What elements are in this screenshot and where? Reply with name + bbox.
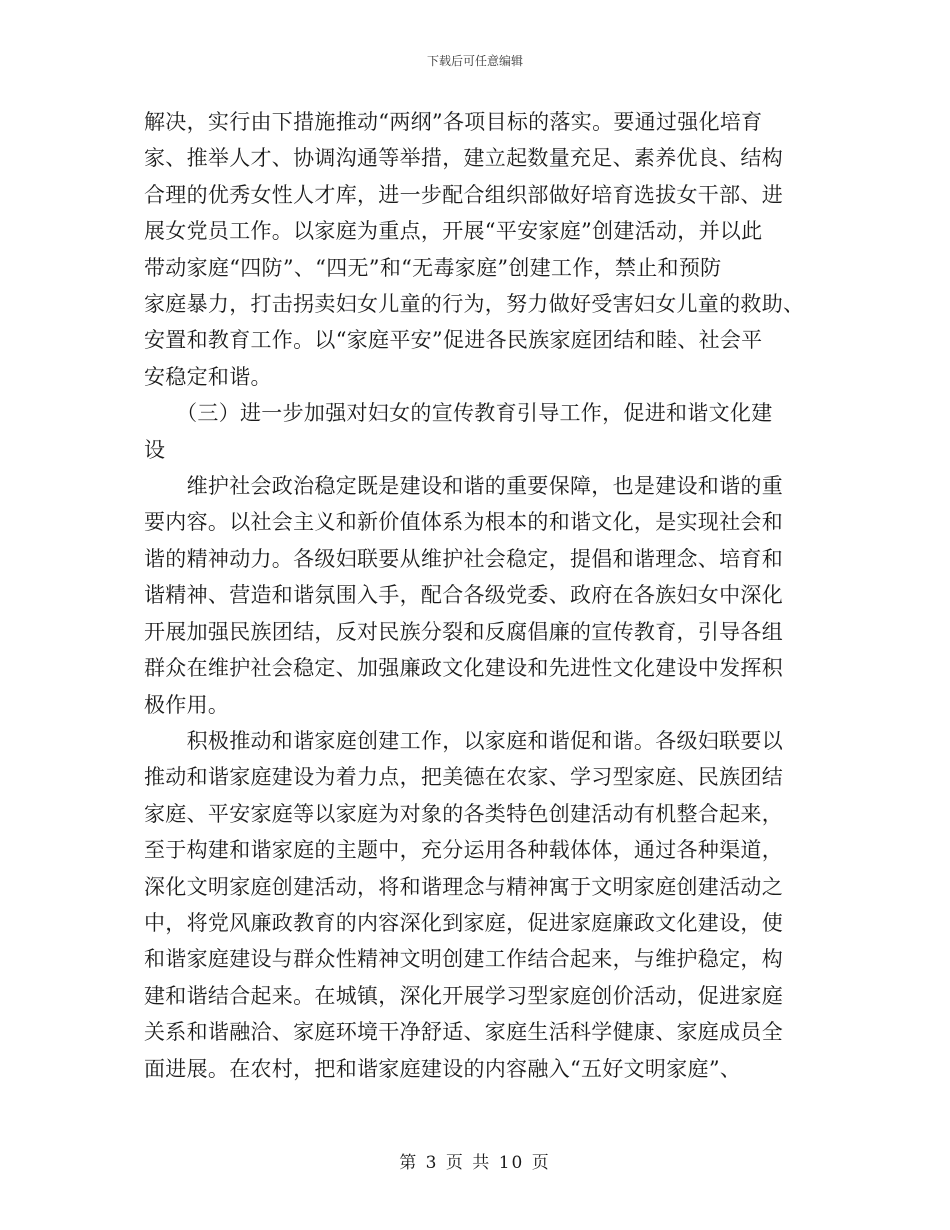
text-line: 面进展。在农村，把和谐家庭建设的内容融入“五好文明家庭”、 bbox=[144, 1056, 742, 1081]
text-line: 至于构建和谐家庭的主题中，充分运用各种载体体，通过各种渠道， bbox=[144, 838, 783, 863]
text-line: 关系和谐融洽、家庭环境干净舒适、家庭生活科学健康、家庭成员全 bbox=[144, 1020, 783, 1045]
text-line: 家庭、平安家庭等以家庭为对象的各类特色创建活动有机整合起来， bbox=[144, 801, 783, 826]
text-line: 积极推动和谐家庭创建工作，以家庭和谐促和谐。各级妇联要以 bbox=[144, 728, 783, 753]
page-footer: 第 3 页 共 10 页 bbox=[399, 1153, 551, 1173]
text-line: 谐的精神动力。各级妇联要从维护社会稳定，提倡和谐理念、培育和 bbox=[144, 546, 783, 571]
text-line: 安稳定和谐。 bbox=[144, 364, 272, 389]
text-line: 中，将党风廉政教育的内容深化到家庭，促进家庭廉政文化建设，使 bbox=[144, 910, 783, 935]
text-line: 家、推举人才、协调沟通等举措，建立起数量充足、素养优良、结构 bbox=[144, 146, 783, 171]
text-line: 和谐家庭建设与群众性精神文明创建工作结合起来，与维护稳定，构 bbox=[144, 947, 783, 972]
text-line: 谐精神、营造和谐氛围入手，配合各级党委、政府在各族妇女中深化 bbox=[144, 583, 783, 608]
text-line: 群众在维护社会稳定、加强廉政文化建设和先进性文化建设中发挥积 bbox=[144, 656, 783, 681]
text-line: 家庭暴力，打击拐卖妇女儿童的行为，努力做好受害妇女儿童的救助、 bbox=[144, 292, 805, 317]
text-line: 推动和谐家庭建设为着力点，把美德在农家、学习型家庭、民族团结 bbox=[144, 765, 783, 790]
text-line: 极作用。 bbox=[144, 692, 230, 717]
text-line: 合理的优秀女性人才库，进一步配合组织部做好培育选拔女干部、进 bbox=[144, 182, 783, 207]
paragraph bbox=[144, 395, 816, 468]
text-line: 建和谐结合起来。在城镇，深化开展学习型家庭创价活动，促进家庭 bbox=[144, 983, 783, 1008]
text-line: 开展加强民族团结，反对民族分裂和反腐倡廉的宣传教育，引导各组 bbox=[144, 619, 783, 644]
text-line: 安置和教育工作。以“家庭平安”促进各民族家庭团结和睦、社会平 bbox=[144, 328, 763, 353]
text-line: 解决，实行由下措施推动“两纲”各项目标的落实。要通过强化培育 bbox=[144, 110, 763, 134]
text-line: 要内容。以社会主义和新价值体系为根本的和谐文化，是实现社会和 bbox=[144, 510, 783, 535]
text-line: 深化文明家庭创建活动，将和谐理念与精神寓于文明家庭创建活动之 bbox=[144, 874, 783, 899]
paragraph bbox=[144, 468, 816, 723]
paragraph bbox=[144, 723, 816, 1087]
page-header: 下载后可任意编辑 bbox=[426, 54, 523, 68]
paragraph bbox=[144, 104, 816, 395]
text-line: （三）进一步加强对妇女的宣传教育引导工作，促进和谐文化建 bbox=[144, 401, 773, 426]
text-line: 带动家庭“四防”、“四无”和“无毒家庭”创建工作，禁止和预防 bbox=[144, 255, 722, 280]
text-line: 维护社会政治稳定既是建设和谐的重要保障，也是建设和谐的重 bbox=[144, 474, 783, 499]
document-body bbox=[144, 104, 816, 1087]
text-line: 展女党员工作。以家庭为重点，开展“平安家庭”创建活动，并以此 bbox=[144, 219, 763, 244]
text-line: 设 bbox=[144, 437, 166, 462]
